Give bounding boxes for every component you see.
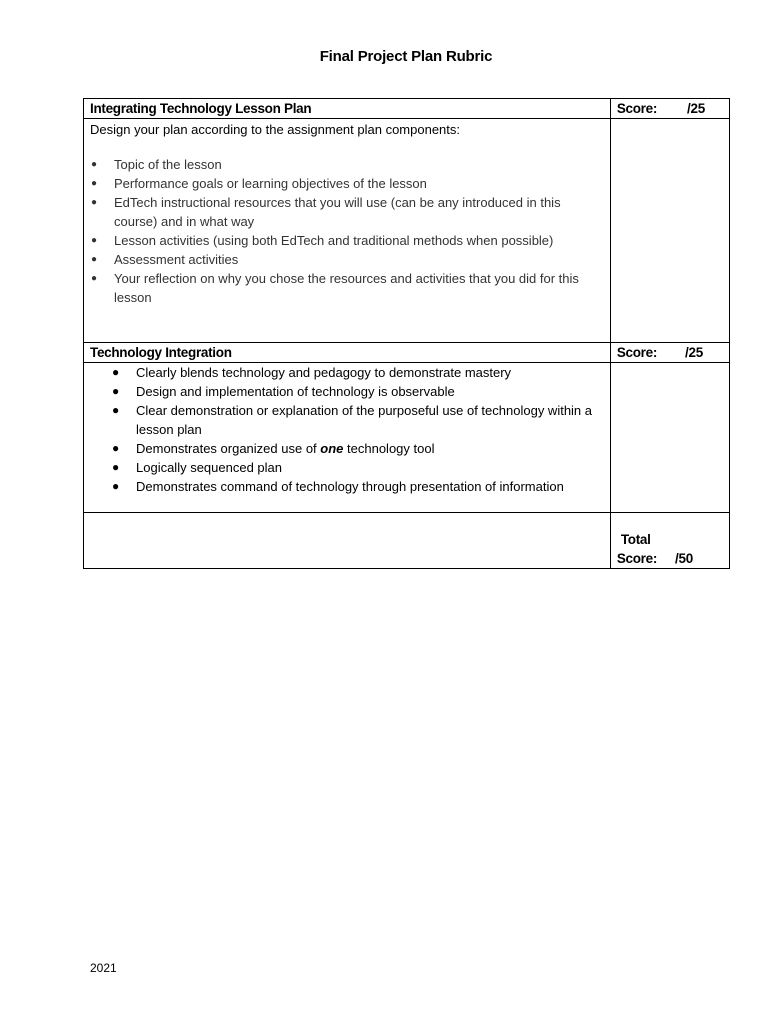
list-item: ● Topic of the lesson <box>91 157 222 172</box>
total-score-label: Score: <box>616 551 658 566</box>
section1-content-cell <box>84 119 611 343</box>
section1-component-list <box>84 155 610 307</box>
section2-heading-cell <box>84 343 611 363</box>
section2-content-cell <box>84 363 611 513</box>
bullet-icon: ● <box>91 178 98 189</box>
total-score <box>611 513 729 568</box>
bullet-icon: ● <box>91 235 98 246</box>
bullet-icon: ● <box>112 460 120 474</box>
section1-score-label: Score: <box>616 101 658 116</box>
section2-body-row <box>84 363 730 513</box>
list-item: ● Demonstrates command of technology through presentation of information <box>112 479 564 494</box>
bullet-icon: ● <box>91 197 98 208</box>
total-score-cell <box>610 513 729 569</box>
section1-body-row <box>84 119 730 343</box>
list-item: ● Clearly blends technology and pedagogy to demonstrate mastery <box>112 365 512 380</box>
bullet-icon: ● <box>91 273 98 284</box>
section1-score <box>611 99 729 118</box>
list-item: ● Design and implementation of technology is observable <box>112 384 455 399</box>
total-row <box>84 513 730 569</box>
rubric-table <box>83 98 730 569</box>
list-item: ● Logically sequenced plan <box>112 460 282 475</box>
list-item: ● Performance goals or learning objectives of the lesson <box>91 176 427 191</box>
list-item: ● Clear demonstration or explanation of the purposeful use of technology within a lesson plan <box>112 403 593 437</box>
section2-score <box>611 343 729 362</box>
document-title: Final Project Plan Rubric <box>319 48 493 65</box>
section2-score-label: Score: <box>616 345 658 360</box>
bullet-icon: ● <box>112 365 120 379</box>
section2-score-blank-cell <box>610 363 729 513</box>
section1-header-row <box>84 99 730 119</box>
section2-score-cell <box>610 343 729 363</box>
section2-heading: Technology Integration <box>90 345 232 360</box>
bullet-icon: ● <box>112 384 120 398</box>
bullet-icon: ● <box>112 479 120 493</box>
section2-header-row <box>84 343 730 363</box>
section1-heading: Integrating Technology Lesson Plan <box>90 101 312 116</box>
list-item: ● Your reflection on why you chose the resources and activities that you did for this lesson <box>91 271 579 305</box>
section1-heading-cell <box>84 99 611 119</box>
section1-score-points: /25 <box>687 101 705 116</box>
total-blank-cell <box>84 513 611 569</box>
bullet-icon: ● <box>112 403 120 417</box>
section1-intro: Design your plan according to the assignment plan components: <box>90 122 460 137</box>
section1-score-blank-cell <box>610 119 729 343</box>
list-item: ● Lesson activities (using both EdTech and traditional methods when possible) <box>91 233 554 248</box>
list-item: ● EdTech instructional resources that you will use (can be any introduced in this course) and in what way <box>91 195 561 229</box>
section2-score-points: /25 <box>685 345 703 360</box>
total-score-points: /50 <box>675 551 693 566</box>
list-item: ● Assessment activities <box>91 252 239 267</box>
bullet-icon: ● <box>91 254 98 265</box>
section1-score-cell <box>610 99 729 119</box>
footer-year: 2021 <box>90 961 117 975</box>
bullet-icon: ● <box>112 441 120 455</box>
bullet-icon: ● <box>91 159 98 170</box>
list-item: ● Demonstrates organized use of one technology tool <box>112 441 435 456</box>
section2-criteria-list <box>84 363 610 496</box>
total-label: Total <box>620 532 651 547</box>
emphasis-text: one <box>320 441 344 456</box>
